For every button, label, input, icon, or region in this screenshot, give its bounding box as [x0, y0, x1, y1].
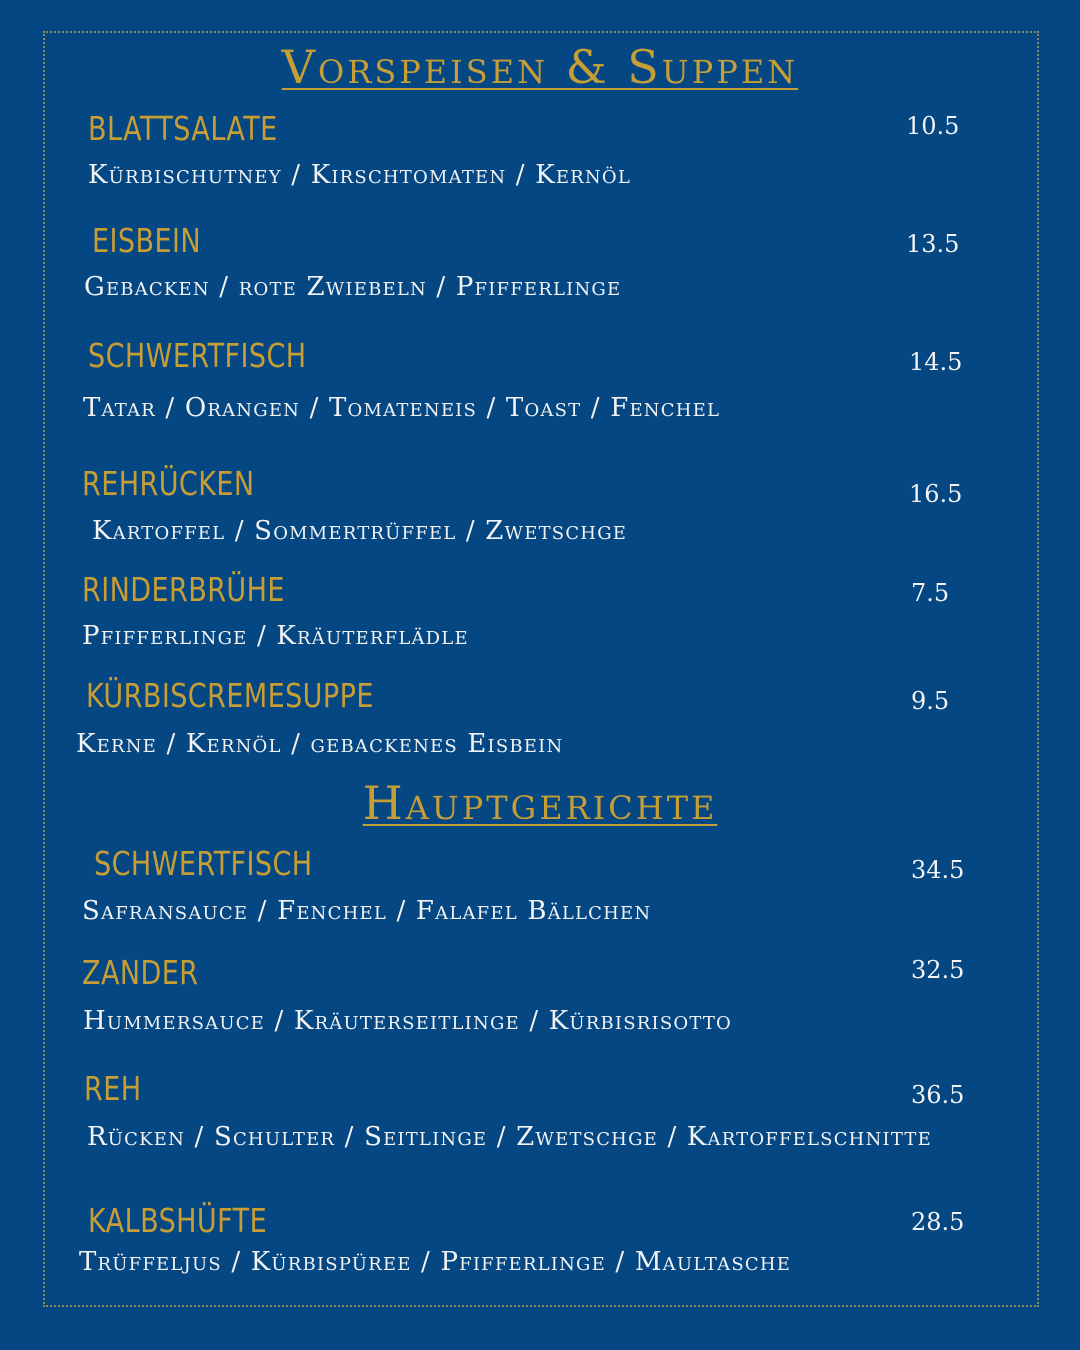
dish-name: REHRÜCKEN — [82, 464, 255, 503]
dish-price: 16.5 — [909, 480, 963, 508]
dish-name: SCHWERTFISCH — [88, 336, 307, 375]
dish-price: 10.5 — [906, 112, 960, 140]
dish-name: SCHWERTFISCH — [94, 844, 313, 883]
dish-description: Kerne / Kernöl / gebackenes Eisbein — [76, 729, 564, 759]
dish-price: 14.5 — [909, 348, 963, 376]
dish-price: 28.5 — [911, 1208, 965, 1236]
dish-name: BLATTSALATE — [88, 109, 278, 148]
dish-name: EISBEIN — [92, 221, 202, 260]
dish-name: KALBSHÜFTE — [88, 1201, 268, 1240]
dish-price: 7.5 — [911, 579, 950, 607]
dish-description: Trüffeljus / Kürbispüree / Pfifferlinge / Maultasche — [79, 1247, 792, 1277]
dish-description: Kürbischutney / Kirschtomaten / Kernöl — [88, 160, 631, 190]
dish-description: Gebacken / rote Zwiebeln / Pfifferlinge — [84, 272, 622, 302]
dish-name: RINDERBRÜHE — [82, 570, 285, 609]
dish-price: 32.5 — [911, 956, 965, 984]
dish-description: Kartoffel / Sommertrüffel / Zwetschge — [92, 516, 628, 546]
dish-description: Safransauce / Fenchel / Falafel Bällchen — [82, 896, 652, 926]
section-title-hauptgerichte: Hauptgerichte — [362, 776, 718, 830]
dish-name: ZANDER — [82, 953, 199, 992]
dish-description: Pfifferlinge / Kräuterflädle — [82, 621, 469, 651]
dish-description: Tatar / Orangen / Tomateneis / Toast / Fenchel — [83, 393, 721, 423]
dish-description: Hummersauce / Kräuterseitlinge / Kürbisrisotto — [83, 1006, 733, 1036]
dish-price: 13.5 — [906, 230, 960, 258]
dish-description: Rücken / Schulter / Seitlinge / Zwetschge / Kartoffelschnitte — [87, 1122, 932, 1152]
dish-name: KÜRBISCREMESUPPE — [86, 676, 374, 715]
dish-name: REH — [84, 1069, 142, 1108]
dish-price: 36.5 — [911, 1081, 965, 1109]
dish-price: 34.5 — [911, 856, 965, 884]
dish-price: 9.5 — [911, 687, 950, 715]
section-title-vorspeisen: Vorspeisen & Suppen — [281, 40, 799, 94]
